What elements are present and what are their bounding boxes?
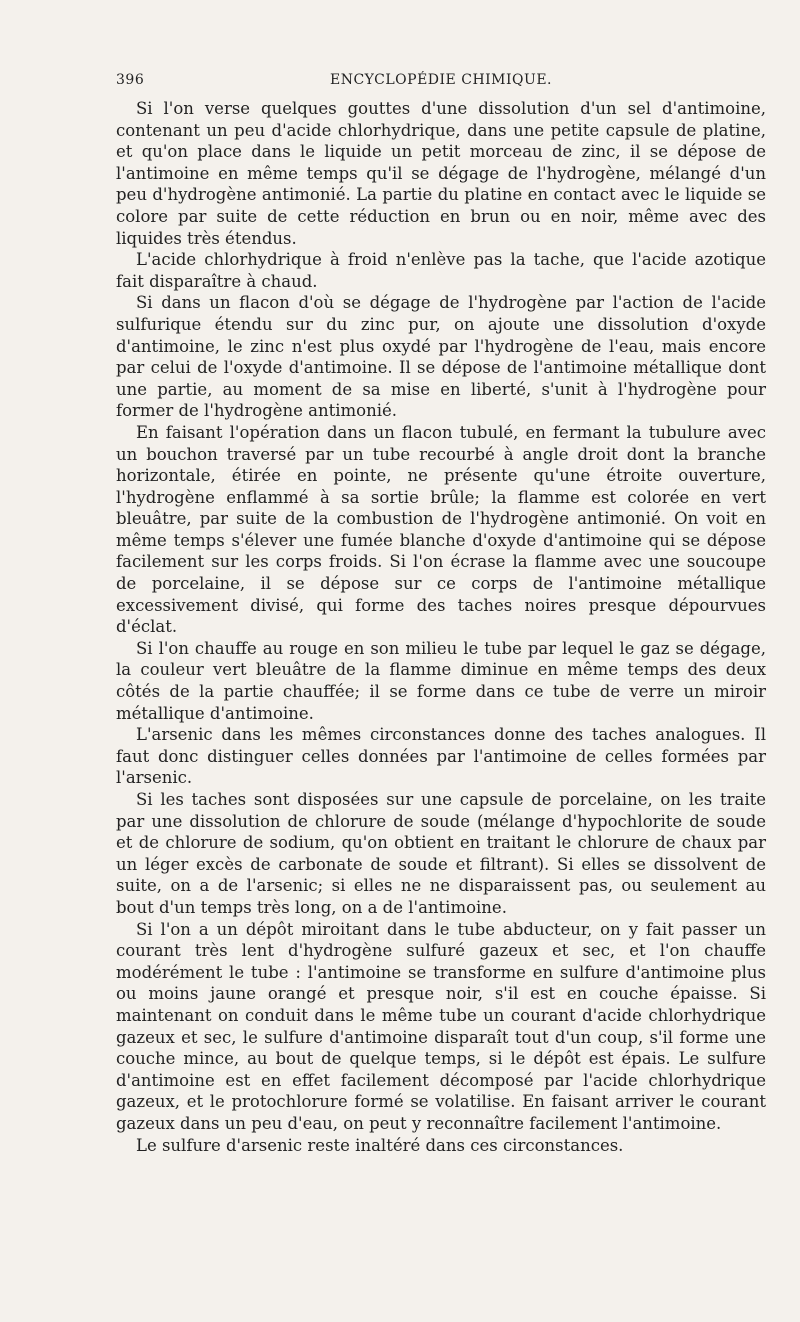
paragraph: Si dans un flacon d'où se dégage de l'hydrogène par l'action de l'acide sulfurique étendu sur du zinc pur, on ajoute une dissolution d'oxyde d'antimoine, le zinc n'est plus oxydé par l'hydrogène de l'eau, mais encore par celui de l'oxyde d'antimoine. Il se dépose de l'antimoine métallique dont une partie, au moment de sa mise en liberté, s'unit à l'hydrogène pour former de l'hydrogène antimonié. — [116, 293, 766, 421]
page-number: 396 — [116, 72, 145, 88]
body-text — [116, 98, 766, 1156]
page-header — [116, 72, 766, 96]
paragraph: Le sulfure d'arsenic reste inaltéré dans ces circonstances. — [136, 1135, 624, 1155]
paragraph: Si l'on verse quelques gouttes d'une dissolution d'un sel d'antimoine, contenant un peu d'acide chlorhydrique, dans une petite capsule de platine, et qu'on place dans le liquide un petit morceau de zinc, il se dépose de l'antimoine en même temps qu'il se dégage de l'hydrogène, mélangé d'un peu d'hydrogène antimonié. La partie du platine en contact avec le liquide se colore par suite de cette réduction en brun ou en noir, même avec des liquides très étendus. — [116, 99, 766, 248]
paragraph: En faisant l'opération dans un flacon tubulé, en fermant la tubulure avec un bouchon traversé par un tube recourbé à angle droit dont la branche horizontale, étirée en pointe, ne présente qu'une étroite ouverture, l'hydrogène enflammé à sa sortie brûle; la flamme est colorée en vert bleuâtre, par suite de la combustion de l'hydrogène antimonié. On voit en même temps s'élever une fumée blanche d'oxyde d'antimoine qui se dépose facilement sur les corps froids. Si l'on écrase la flamme avec une soucoupe de porcelaine, il se dépose sur ce corps de l'antimoine métallique excessivement divisé, qui forme des taches noires presque dépourvues d'éclat. — [116, 422, 766, 637]
paragraph: L'arsenic dans les mêmes circonstances donne des taches analogues. Il faut donc distinguer celles données par l'antimoine de celles formées par l'arsenic. — [116, 725, 766, 788]
paragraph: Si l'on chauffe au rouge en son milieu le tube par lequel le gaz se dégage, la couleur vert bleuâtre de la flamme diminue en même temps des deux côtés de la partie chauffée; il se forme dans ce tube de verre un miroir métallique d'antimoine. — [116, 638, 766, 723]
running-title: ENCYCLOPÉDIE CHIMIQUE. — [330, 72, 552, 88]
paragraph: Si l'on a un dépôt miroitant dans le tube abducteur, on y fait passer un courant très lent d'hydrogène sulfuré gazeux et sec, et l'on chauffe modérément le tube : l'antimoine se transforme en sulfure d'antimoine plus ou moins jaune orangé et presque noir, s'il est en couche épaisse. Si maintenant on conduit dans le même tube un courant d'acide chlorhydrique gazeux et sec, le sulfure d'antimoine disparaît tout d'un coup, s'il forme une couche mince, au bout de quelque temps, si le dépôt est épais. Le sulfure d'antimoine est en effet facilement décomposé par l'acide chlorhydrique gazeux, et le protochlorure formé se volatilise. En faisant arriver le courant gazeux dans un peu d'eau, on peut y reconnaître facilement l'antimoine. — [116, 919, 766, 1133]
paragraph: L'acide chlorhydrique à froid n'enlève pas la tache, que l'acide azotique fait disparaître à chaud. — [116, 250, 766, 291]
paragraph: Si les taches sont disposées sur une capsule de porcelaine, on les traite par une dissolution de chlorure de soude (mélange d'hypochlorite de soude et de chlorure de sodium, qu'on obtient en traitant le chlorure de chaux par un léger excès de carbonate de soude et filtrant). Si elles se dissolvent de suite, on a de l'arsenic; si elles ne ne disparaissent pas, ou seulement au bout d'un temps très long, on a de l'antimoine. — [116, 790, 766, 917]
